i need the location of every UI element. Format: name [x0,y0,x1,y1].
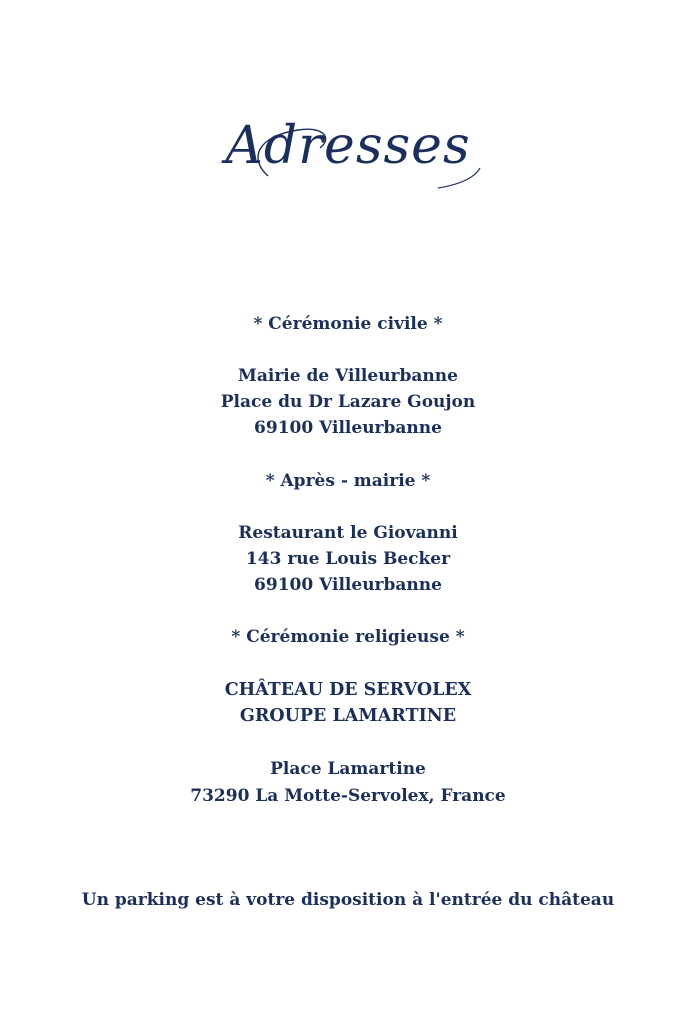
address-line: 73290 La Motte-Servolex, France [190,786,506,806]
parking-note: Un parking est à votre disposition à l'entrée du château [81,890,615,910]
venue-name-line: CHÂTEAU DE SERVOLEX [224,680,472,700]
page-title: Adresses [225,116,471,176]
address-line: Place Lamartine [270,759,426,779]
venue-name-line: GROUPE LAMARTINE [239,706,457,726]
address-line: 69100 Villeurbanne [254,418,442,438]
address-line: 69100 Villeurbanne [254,575,442,595]
address-line: 143 rue Louis Becker [245,549,451,569]
section-heading-after-town-hall: * Après - mairie * [265,471,431,491]
section-heading-civil-ceremony: * Cérémonie civile * [253,314,443,334]
address-line: Mairie de Villeurbanne [238,366,458,386]
section-heading-religious-ceremony: * Cérémonie religieuse * [231,627,465,647]
address-line: Restaurant le Giovanni [238,523,458,543]
address-line: Place du Dr Lazare Goujon [220,392,476,412]
